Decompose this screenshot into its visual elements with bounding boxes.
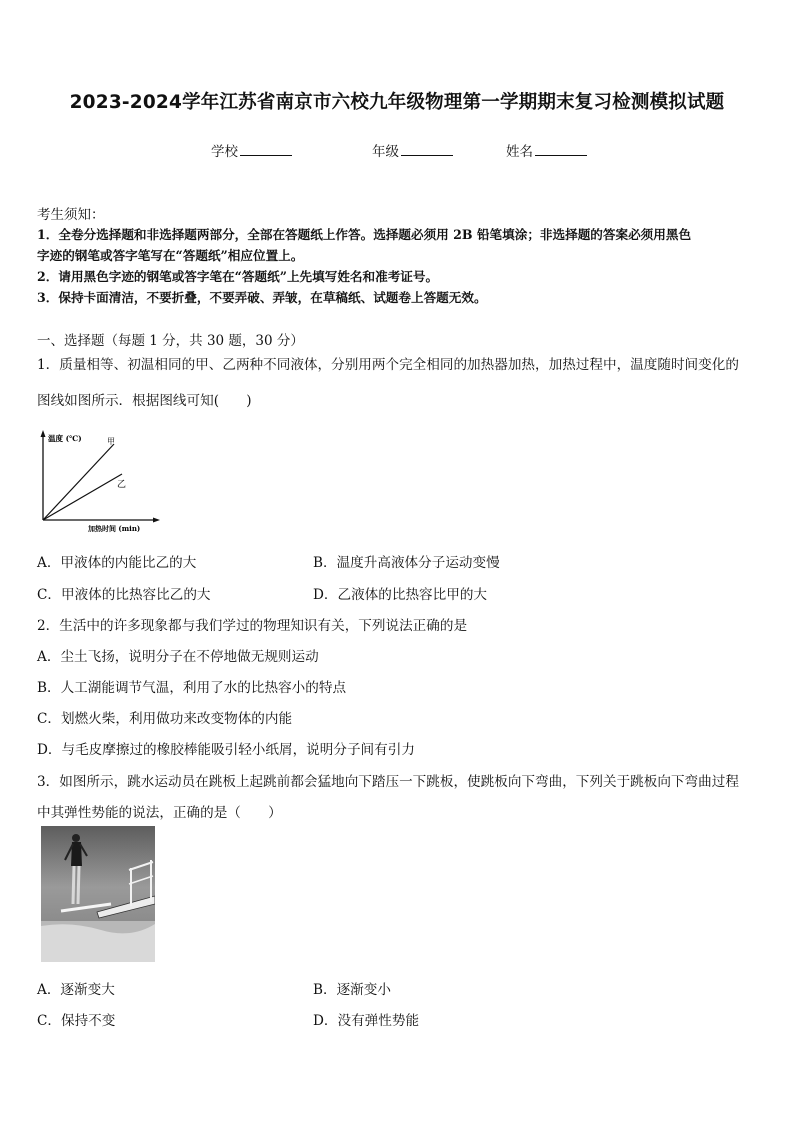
q1-option-d: D．乙液体的比热容比甲的大 (313, 587, 488, 603)
notice-item: 字迹的钢笔或答字笔写在“答题纸”相应位置上。 (37, 248, 304, 263)
q1-option-a: A．甲液体的内能比乙的大 (37, 555, 197, 571)
grade-blank (401, 142, 453, 156)
name-field (506, 140, 587, 160)
q3-stem-line1: 3．如图所示，跳水运动员在跳板上起跳前都会猛地向下踏压一下跳板，使跳板向下弯曲，下列关于跳板向下弯曲过程 (37, 774, 739, 790)
graph-y-arrow (41, 430, 46, 437)
name-blank (535, 142, 587, 156)
notice-heading: 考生须知： (37, 207, 105, 223)
notice-item: 2．请用黑色字迹的钢笔或答字笔在“答题纸”上先填写姓名和准考证号。 (37, 269, 439, 284)
q2-option-c: C．划燃火柴，利用做功来改变物体的内能 (37, 711, 293, 727)
school-label: 学校 (211, 144, 238, 160)
q2-option-d: D．与毛皮摩擦过的橡胶棒能吸引轻小纸屑，说明分子间有引力 (37, 742, 415, 758)
graph-ylabel: 温度 (℃) (48, 434, 82, 443)
label-yi: 乙 (117, 480, 127, 490)
school-blank (240, 142, 292, 156)
q2-option-a: A．尘土飞扬，说明分子在不停地做无规则运动 (37, 649, 319, 665)
q1-option-b: B．温度升高液体分子运动变慢 (313, 555, 500, 571)
q2-option-b: B．人工湖能调节气温，利用了水的比热容小的特点 (37, 680, 347, 696)
q1-temperature-graph (36, 428, 166, 534)
q2-stem: 2．生活中的许多现象都与我们学过的物理知识有关，下列说法正确的是 (37, 618, 468, 634)
diver-leg (78, 866, 79, 904)
q3-option-c: C．保持不变 (37, 1013, 116, 1029)
exam-title: 2023-2024学年江苏省南京市六校九年级物理第一学期期末复习检测模拟试题 (69, 92, 725, 113)
grade-label: 年级 (372, 144, 399, 160)
line-yi (43, 474, 122, 520)
q3-stem-line2: 中其弹性势能的说法，正确的是（ ） (37, 805, 282, 821)
q1-stem-line2: 图线如图所示．根据图线可知( ) (37, 393, 252, 409)
graph-xlabel: 加热时间 (min) (88, 524, 141, 533)
q1-stem-line1: 1．质量相等、初温相同的甲、乙两种不同液体，分别用两个完全相同的加热器加热，加热过程中，温度随时间变化的 (37, 357, 739, 373)
q3-option-a: A．逐渐变大 (37, 982, 115, 998)
diver-leg (73, 866, 74, 904)
q1-option-c: C．甲液体的比热容比乙的大 (37, 587, 211, 603)
label-jia: 甲 (107, 437, 115, 446)
notice-item: 3．保持卡面清洁，不要折叠，不要弄破、弄皱，在草稿纸、试题卷上答题无效。 (37, 290, 487, 305)
line-jia (43, 444, 114, 520)
section-heading: 一、选择题（每题 1 分，共 30 题，30 分） (37, 333, 304, 349)
q3-option-b: B．逐渐变小 (313, 982, 391, 998)
diver-photo (41, 826, 155, 962)
name-label: 姓名 (506, 144, 533, 160)
school-field (211, 140, 292, 160)
graph-x-arrow (153, 518, 160, 523)
grade-field (372, 140, 453, 160)
notice-item: 1．全卷分选择题和非选择题两部分，全部在答题纸上作答。选择题必须用 2B 铅笔填涂；非选择题的答案必须用黑色 (37, 227, 692, 242)
diver-head (72, 834, 80, 842)
q3-option-d: D．没有弹性势能 (313, 1013, 420, 1029)
